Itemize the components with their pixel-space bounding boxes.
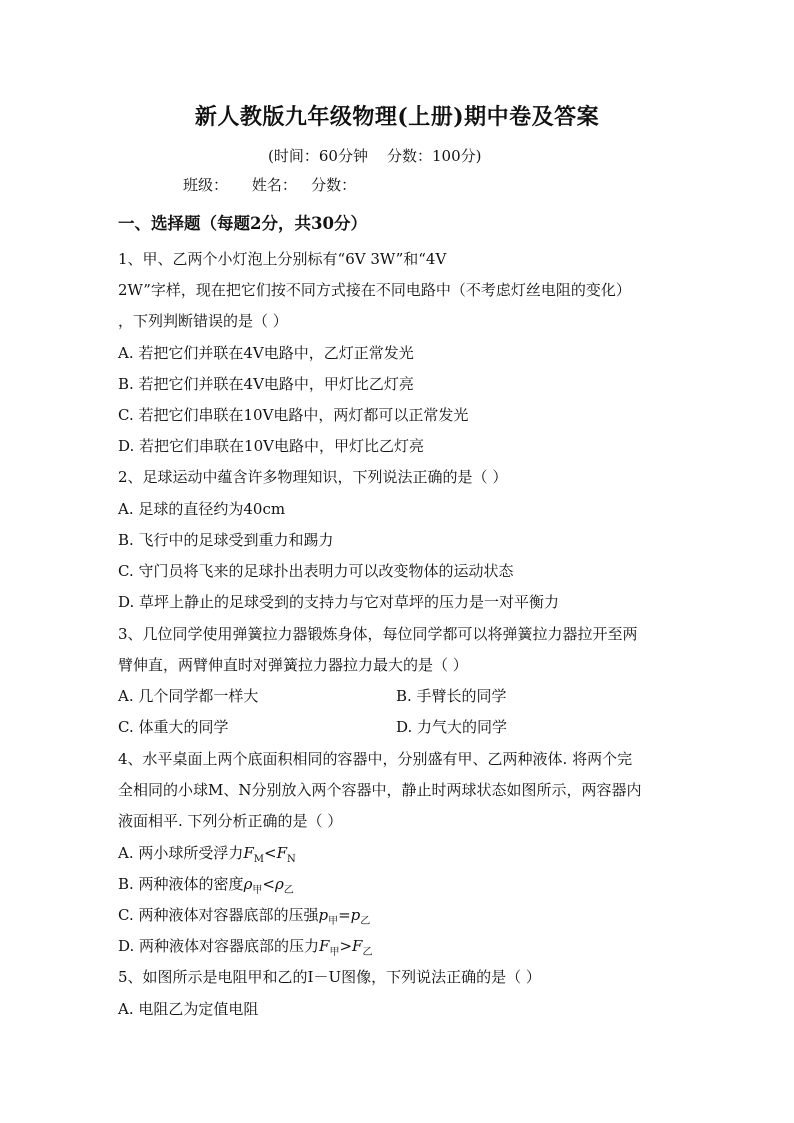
question-2-option-b: B. 飞行中的足球受到重力和踢力 [118,531,334,549]
question-1-option-b: B. 若把它们并联在4V电路中，甲灯比乙灯亮 [118,375,414,393]
option-text: A. 两小球所受浮力 [118,844,244,862]
question-2-option-d: D. 草坪上静止的足球受到的支持力与它对草坪的压力是一对平衡力 [118,593,560,611]
question-1-line-3: ，下列判断错误的是（ ） [118,312,288,330]
question-4-option-d [118,935,372,958]
subscript: 甲 [252,885,263,896]
operator: = [338,906,351,924]
question-3-line-2: 臂伸直，两臂伸直时对弹簧拉力器拉力最大的是（ ） [118,656,468,674]
question-1-option-a: A. 若把它们并联在4V电路中，乙灯正常发光 [118,344,414,362]
question-4-option-c [118,904,370,927]
question-4-line-2: 全相同的小球M、N分别放入两个容器中，静止时两球状态如图所示，两容器内 [118,781,642,799]
section-heading: 一、选择题（每题2分，共30分） [118,214,367,233]
subscript: M [253,854,265,865]
option-text: C. 两种液体对容器底部的压强 [118,906,319,924]
subscript: 乙 [360,916,371,927]
operator: < [262,875,275,893]
pressure-symbol: p [350,906,361,924]
subscript: 甲 [328,916,339,927]
option-text: D. 两种液体对容器底部的压力 [118,937,320,955]
pressure-symbol: p [318,906,329,924]
question-4-option-b [118,873,294,896]
density-symbol: ρ [274,875,284,893]
option-text: B. 两种液体的密度 [118,875,244,893]
density-symbol: ρ [243,875,253,893]
question-4-line-1: 4、水平桌面上两个底面积相同的容器中，分别盛有甲、乙两种液体. 将两个完 [118,750,633,768]
question-2-option-c: C. 守门员将飞来的足球扑出表明力可以改变物体的运动状态 [118,562,514,580]
operator: < [264,844,277,862]
question-2-option-a: A. 足球的直径约为40cm [118,500,286,518]
force-symbol: F [319,937,330,955]
question-3-option-d: D. 力气大的同学 [396,718,508,736]
student-info: 班级： 姓名： 分数： [183,176,357,194]
subscript: 甲 [329,947,340,958]
question-3-option-c: C. 体重大的同学 [118,718,229,736]
question-3-option-a: A. 几个同学都一样大 [118,687,259,705]
question-1-option-d: D. 若把它们串联在10V电路中，甲灯比乙灯亮 [118,437,424,455]
force-symbol: F [276,844,288,862]
question-1-line-1: 1、甲、乙两个小灯泡上分别标有“6V 3W”和“4V [118,250,447,268]
question-5-line-1: 5、如图所示是电阻甲和乙的I－U图像，下列说法正确的是（ ） [118,968,541,986]
subscript: 乙 [283,885,294,896]
subscript: 乙 [362,947,373,958]
question-5-option-a: A. 电阻乙为定值电阻 [118,1000,259,1018]
question-3-line-1: 3、几位同学使用弹簧拉力器锻炼身体，每位同学都可以将弹簧拉力器拉开至两 [118,625,638,643]
operator: > [339,937,353,955]
question-2-line-1: 2、足球运动中蕴含许多物理知识，下列说法正确的是（ ） [118,468,508,486]
question-1-line-2: 2W”字样，现在把它们按不同方式接在不同电路中（不考虑灯丝电阻的变化） [118,281,631,299]
subscript: N [287,854,296,865]
question-3-option-b: B. 手臂长的同学 [396,687,507,705]
question-4-line-3: 液面相平. 下列分析正确的是（ ） [118,812,343,830]
force-symbol: F [243,844,254,862]
question-4-option-a [118,842,296,865]
page-title: 新人教版九年级物理(上册)期中卷及答案 [194,104,600,130]
exam-meta: (时间：60分钟 分数：100分) [268,147,482,165]
force-symbol: F [352,937,363,955]
question-1-option-c: C. 若把它们串联在10V电路中，两灯都可以正常发光 [118,406,469,424]
